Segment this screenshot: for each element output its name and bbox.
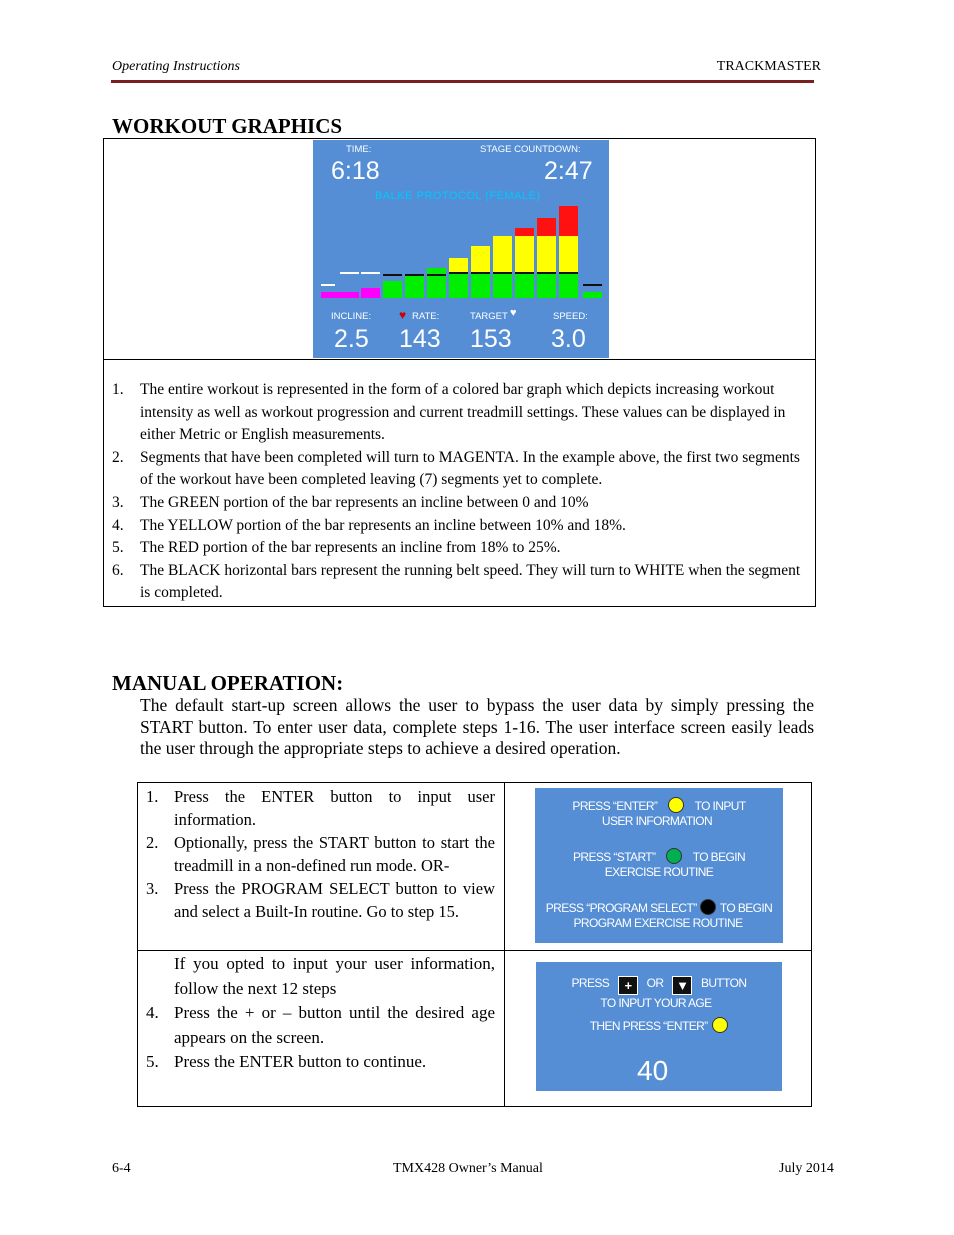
time-value: 6:18 xyxy=(331,157,380,185)
footer-page-number: 6-4 xyxy=(112,1161,131,1176)
age-screen-line-1: PRESS + OR ▼ BUTTON xyxy=(571,976,747,993)
manual-steps-a xyxy=(146,785,495,923)
screen-line-start-2: EXERCISE ROUTINE xyxy=(604,865,714,879)
manual-steps-b xyxy=(146,1001,495,1075)
incline-value: 2.5 xyxy=(334,325,369,353)
header-rule xyxy=(111,80,814,83)
list-item: 1. Press the ENTER button to input user information. xyxy=(146,787,495,829)
bar-segment-13 xyxy=(583,292,602,298)
heart-icon: ♥ xyxy=(399,308,407,322)
manual-operation-intro: The default start-up screen allows the user to bypass the user data by simply pressing the START button. To enter user data, complete steps 1-16. The user interface screen easily leads the user through the appropriate steps to achieve a desired operation. xyxy=(140,695,814,759)
bar-segment-4 xyxy=(383,281,402,298)
minus-button-icon: ▼ xyxy=(672,976,692,995)
target-value: 153 xyxy=(470,325,512,353)
screen-line-enter-2: USER INFORMATION xyxy=(601,814,713,828)
steps-b-intro: If you opted to input your user information, follow the next 12 steps xyxy=(174,954,495,998)
screen-line-program: PRESS “PROGRAM SELECT” TO BEGIN xyxy=(545,901,773,915)
list-item: 5. Press the ENTER button to continue. xyxy=(146,1052,427,1071)
bar-segment-12-green xyxy=(559,274,578,298)
speed-line-11 xyxy=(537,272,556,274)
section-title-manual-operation: MANUAL OPERATION: xyxy=(112,671,344,695)
speed-line-1 xyxy=(321,284,335,286)
header-left: Operating Instructions xyxy=(112,59,240,74)
screen-line-enter: PRESS “ENTER” TO INPUT xyxy=(572,799,746,813)
rate-value: 143 xyxy=(399,325,441,353)
stage-countdown-label: STAGE COUNTDOWN: xyxy=(480,144,581,155)
bar-segment-10-red xyxy=(515,228,534,236)
workout-graphics-list xyxy=(112,379,806,605)
list-item: 6. The BLACK horizontal bars represent the running belt speed. They will turn to WHITE when the segment is completed. xyxy=(112,561,801,602)
age-screen-line-2: TO INPUT YOUR AGE xyxy=(600,996,712,1010)
list-item: 1. The entire workout is represented in the form of a colored bar graph which depicts increasing workout intensity as well as workout progression and current treadmill settings. These values can be displayed in either Metric or English measurements. xyxy=(112,381,786,444)
bar-segment-11-red xyxy=(537,218,556,236)
speed-line-12 xyxy=(559,272,578,274)
target-heart-icon: ♥ xyxy=(510,307,517,319)
start-green-dot-icon xyxy=(666,848,682,864)
bar-segment-11-green xyxy=(537,274,556,298)
section-title-workout-graphics: WORKOUT GRAPHICS xyxy=(112,114,343,138)
workout-screen xyxy=(313,140,609,358)
list-item: 4. Press the + or – button until the desired age appears on the screen. xyxy=(146,1003,495,1047)
age-screen-line-3: THEN PRESS “ENTER” xyxy=(536,1017,782,1033)
age-input-screen xyxy=(536,962,782,1091)
speed-line-2 xyxy=(340,272,359,274)
target-label: TARGET xyxy=(470,311,508,322)
time-label: TIME: xyxy=(346,144,372,155)
speed-line-4 xyxy=(383,274,402,276)
list-item: 4. The YELLOW portion of the bar represents an incline between 10% and 18%. xyxy=(112,516,626,534)
speed-label: SPEED: xyxy=(553,311,588,322)
countdown-value: 2:47 xyxy=(544,157,593,185)
screen-line-start: PRESS “START” TO BEGIN xyxy=(572,850,746,864)
list-item: 5. The RED portion of the bar represents an incline from 18% to 25%. xyxy=(112,539,561,557)
speed-line-3 xyxy=(361,272,380,274)
enter-yellow-dot-icon xyxy=(668,797,684,813)
speed-line-6 xyxy=(427,274,446,276)
speed-line-5 xyxy=(405,274,424,276)
table-divider xyxy=(104,359,815,360)
bar-segment-10-yellow xyxy=(515,236,534,274)
enter-yellow-dot-icon xyxy=(712,1017,728,1033)
footer-manual-title: TMX428 Owner’s Manual xyxy=(393,1161,543,1176)
list-item: 2. Optionally, press the START button to start the treadmill in a non-defined run mode. OR- xyxy=(146,833,495,875)
table-row-divider xyxy=(138,950,811,951)
list-item: 3. Press the PROGRAM SELECT button to view and select a Built-In routine. Go to step 15. xyxy=(146,879,495,921)
age-value: 40 xyxy=(637,1055,669,1086)
bar-segment-9-green xyxy=(493,274,512,298)
bar-segment-5 xyxy=(405,276,424,298)
speed-line-7 xyxy=(449,272,468,274)
speed-value: 3.0 xyxy=(551,325,586,353)
list-item: 2. Segments that have been completed will turn to MAGENTA. In the example above, the first two segments of the workout have been completed leaving (7) segments yet to complete. xyxy=(112,448,800,489)
bar-segment-7-green xyxy=(449,274,468,298)
footer-date: July 2014 xyxy=(779,1161,834,1176)
speed-line-10 xyxy=(515,272,534,274)
bar-segment-3 xyxy=(361,288,380,298)
protocol-name: BALKE PROTOCOL (FEMALE) xyxy=(375,190,541,202)
speed-line-9 xyxy=(493,272,512,274)
screen-line-program-2: PROGRAM EXERCISE ROUTINE xyxy=(573,916,743,930)
speed-line-13 xyxy=(583,284,602,286)
bar-segment-8-yellow xyxy=(471,246,490,274)
table-column-divider xyxy=(504,783,505,1106)
bar-segment-6 xyxy=(427,268,446,298)
bar-segment-12-yellow xyxy=(559,236,578,274)
bar-segment-11-yellow xyxy=(537,236,556,274)
bar-segment-9-yellow xyxy=(493,236,512,274)
bar-segment-2 xyxy=(340,292,359,298)
bar-segment-10-green xyxy=(515,274,534,298)
start-up-screen xyxy=(535,788,783,943)
rate-label: RATE: xyxy=(412,311,440,322)
bar-segment-8-green xyxy=(471,274,490,298)
list-item: 3. The GREEN portion of the bar represents an incline between 0 and 10% xyxy=(112,493,589,511)
plus-button-icon: + xyxy=(618,976,638,995)
bar-segment-12-red xyxy=(559,206,578,236)
incline-label: INCLINE: xyxy=(331,311,372,322)
program-black-dot-icon xyxy=(700,899,716,915)
bar-segment-1 xyxy=(321,292,340,298)
speed-line-8 xyxy=(471,272,490,274)
header-right: TRACKMASTER xyxy=(716,59,821,74)
